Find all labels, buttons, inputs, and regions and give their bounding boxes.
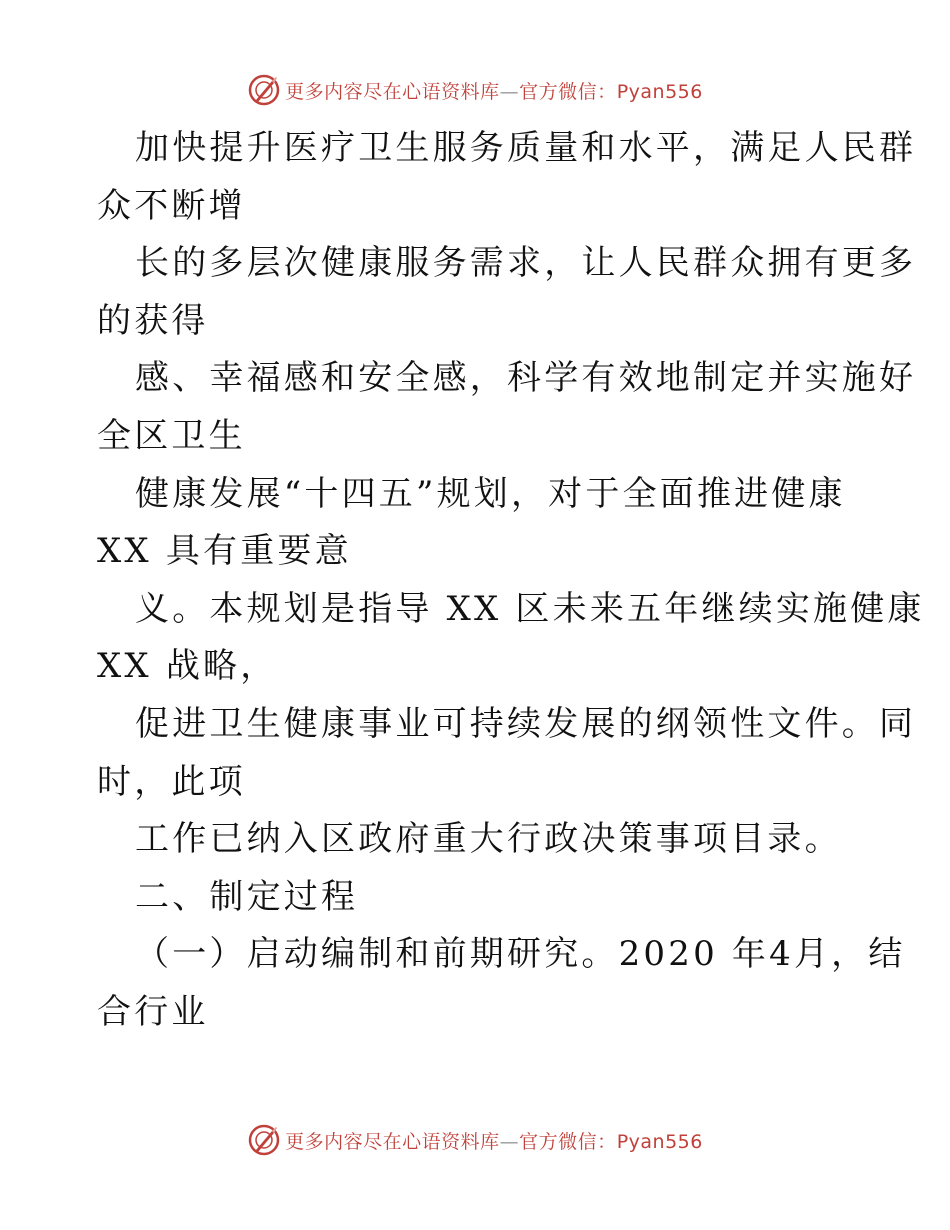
text-line: 感、幸福感和安全感，科学有效地制定并实施好 (135, 358, 917, 399)
text-line: 健康发展“十四五”规划，对于全面推进健康 (135, 473, 846, 514)
watermark-wechat-label: 官方微信： (519, 1130, 617, 1153)
footer-watermark (0, 1120, 950, 1160)
text-line: 长的多层次健康服务需求，让人民群众拥有更多 (135, 243, 917, 284)
text-line: 二、制定过程 (135, 876, 359, 917)
watermark-main: 更多内容尽在心语资料库 (285, 80, 500, 103)
brand-logo-icon (247, 1123, 281, 1157)
watermark-wechat-id: Pyan556 (616, 1130, 703, 1153)
watermark-main: 更多内容尽在心语资料库 (285, 1130, 500, 1153)
text-line: XX 战略， (97, 646, 278, 687)
text-line: 义。本规划是指导 XX 区未来五年继续实施健康 (135, 588, 925, 629)
text-line: 时，此项 (97, 761, 246, 802)
watermark-text (285, 1127, 703, 1154)
text-line: XX 具有重要意 (97, 531, 352, 572)
watermark-wechat-label: 官方微信： (519, 80, 617, 103)
watermark-separator: — (499, 1130, 520, 1153)
text-line: 工作已纳入区政府重大行政决策事项目录。 (135, 819, 842, 860)
document-body (97, 120, 925, 1042)
watermark-separator: — (499, 80, 520, 103)
text-line: 众不断增 (97, 185, 246, 226)
header-watermark (0, 70, 950, 110)
watermark-text (285, 77, 703, 104)
text-line: 全区卫生 (97, 415, 246, 456)
text-line: （一）启动编制和前期研究。2020 年4月，结 (135, 934, 906, 975)
text-line: 加快提升医疗卫生服务质量和水平，满足人民群 (135, 128, 917, 168)
text-line: 合行业 (97, 991, 209, 1032)
brand-logo-icon (247, 73, 281, 107)
text-line: 的获得 (97, 300, 209, 341)
text-line: 促进卫生健康事业可持续发展的纲领性文件。同 (135, 703, 917, 744)
watermark-wechat-id: Pyan556 (616, 80, 703, 103)
